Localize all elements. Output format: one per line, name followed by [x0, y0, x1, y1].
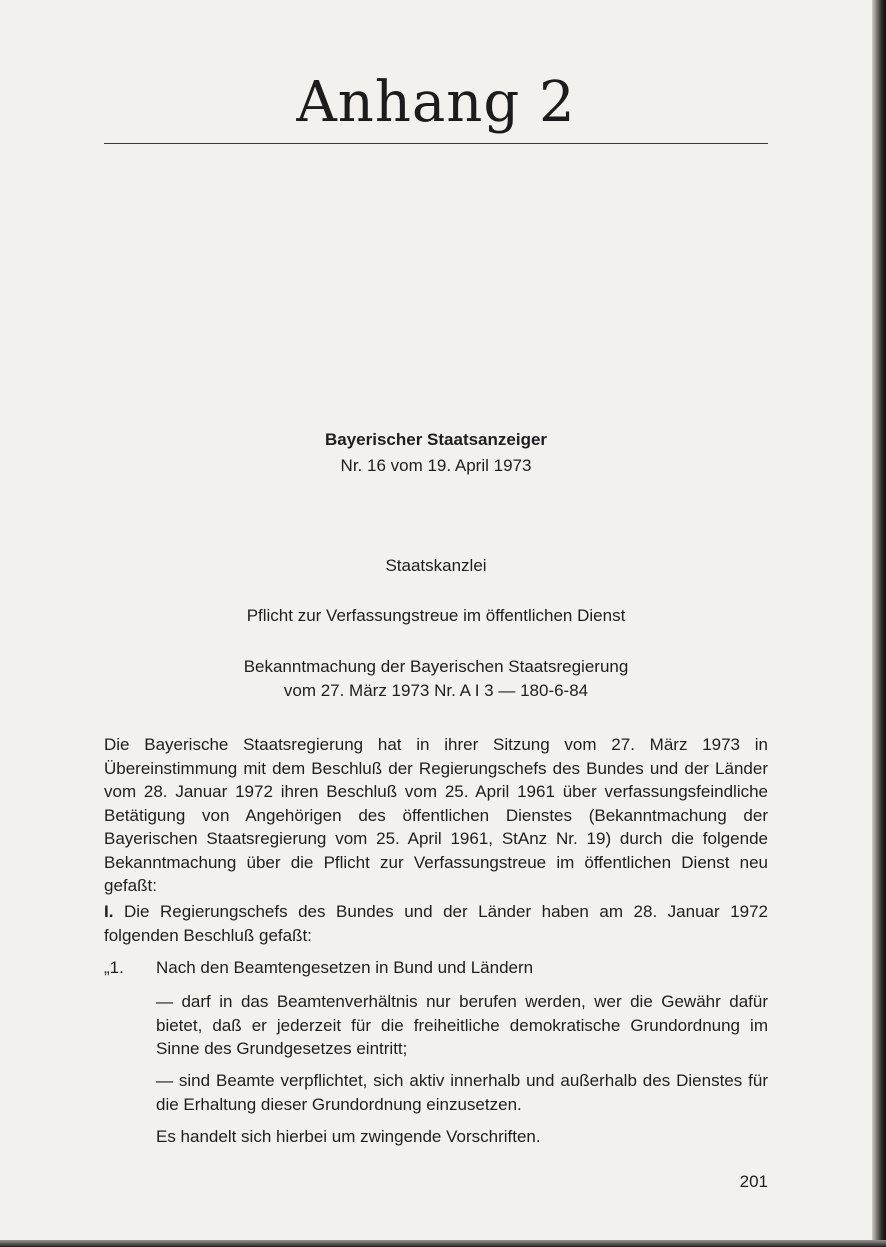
page-title: Anhang 2 — [296, 70, 576, 135]
source-name: Bayerischer Staatsanzeiger — [324, 430, 548, 449]
notice-line-2: vom 27. März 1973 Nr. A I 3 — 180-6-84 — [283, 681, 589, 700]
title-rule — [104, 143, 768, 144]
item-1-dash-2: — sind Beamte verpflichtet, sich aktiv innerhalb und außerhalb des Dienstes für die Erhaltung dieser Grundordnung einzusetzen. — [156, 1071, 768, 1114]
item-1-text: Nach den Beamtengesetzen in Bund und Ländern — [156, 958, 534, 977]
book-spine-edge — [872, 0, 886, 1247]
part-1-paragraph — [104, 900, 768, 947]
section-heading: Pflicht zur Verfassungstreue im öffentlichen Dienst — [246, 606, 626, 625]
part-1-label: I. — [104, 902, 114, 921]
page-number: 201 — [739, 1172, 768, 1191]
intro-paragraph: Die Bayerische Staatsregierung hat in ihrer Sitzung vom 27. März 1973 in Übereinstimmung mit dem Beschluß der Regierungschefs des Bundes und der Länder vom 28. Januar 1972 ihren Beschluß vom 25. April 1961 über verfassungsfeindliche Betätigung von Angehörigen des öffentlichen Dienstes (Bekanntmachung der Bayerischen Staatsregierung vom 25. April 1961, StAnz Nr. 19) durch die folgende Bekanntmachung über die Pflicht zur Verfassungstreue im öffentlichen Dienst neu gefaßt: — [104, 735, 768, 895]
item-1-closing: Es handelt sich hierbei um zwingende Vorschriften. — [156, 1127, 541, 1146]
office-name: Staatskanzlei — [385, 556, 487, 575]
item-1-number: „1. — [104, 958, 124, 977]
source-issue: Nr. 16 vom 19. April 1973 — [340, 456, 532, 475]
item-1-dash-1: — darf in das Beamtenverhältnis nur berufen werden, wer die Gewähr dafür bietet, daß er jederzeit für die freiheitliche demokratische Grundordnung im Sinne des Grundgesetzes eintritt; — [156, 992, 768, 1058]
scan-bottom-edge — [0, 1240, 886, 1247]
notice-line-1: Bekanntmachung der Bayerischen Staatsregierung — [243, 657, 629, 676]
part-1-text: Die Regierungschefs des Bundes und der Länder haben am 28. Januar 1972 folgenden Beschluß gefaßt: — [104, 902, 768, 945]
